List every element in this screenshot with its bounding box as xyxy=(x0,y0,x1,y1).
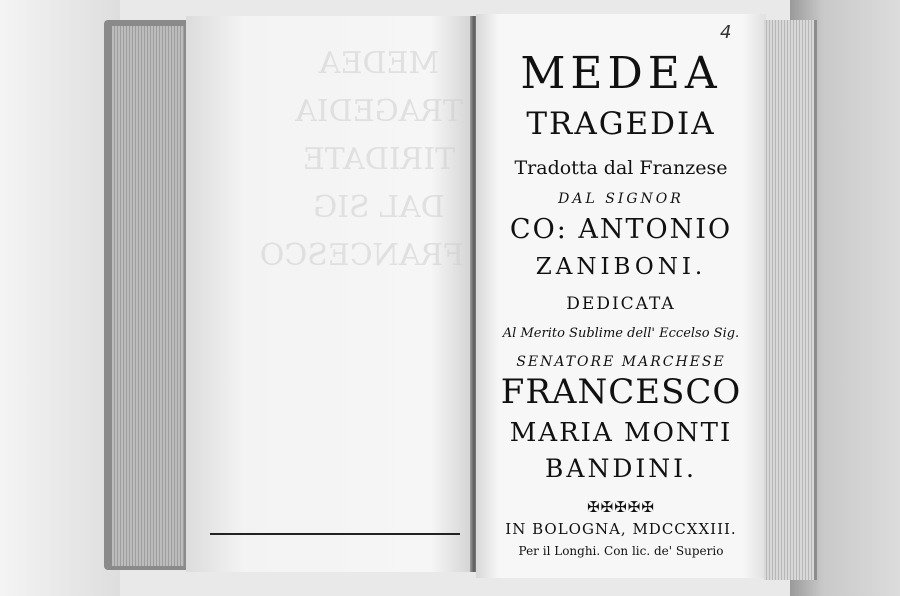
printer-line: Per il Longhi. Con lic. de' Superio xyxy=(518,544,724,558)
title-tragedia: TRAGEDIA xyxy=(526,106,716,142)
title-medea: MEDEA xyxy=(520,48,722,99)
show-through-text xyxy=(259,40,464,540)
dedication-line: Al Merito Sublime dell' Eccelso Sig. xyxy=(502,326,740,341)
dedication-heading: DEDICATA xyxy=(566,294,676,314)
dedicatee-name-1: FRANCESCO xyxy=(500,372,742,412)
ghost-line: MEDEA xyxy=(318,46,440,81)
author-first: CO: ANTONIO xyxy=(509,214,733,245)
imprint-line: IN BOLOGNA, MDCCXXIII. xyxy=(505,520,737,538)
open-book xyxy=(104,10,814,592)
ghost-line: DAL SIG xyxy=(313,190,445,225)
imprint-rule xyxy=(210,533,460,535)
author-last: ZANIBONI. xyxy=(535,254,707,280)
dedicatee-title: SENATORE MARCHESE xyxy=(516,354,726,370)
ornament-row: ✠✠✠✠✠ xyxy=(587,498,655,516)
translated-from: Tradotta dal Franzese xyxy=(514,157,728,179)
by-signor: DAL SIGNOR xyxy=(558,191,684,207)
ghost-line: TRAGEDIA xyxy=(295,94,463,129)
page-edges-left xyxy=(112,26,184,566)
ghost-line: FRANCESCO xyxy=(259,238,464,273)
folio-number: 4 xyxy=(720,22,732,43)
background-left xyxy=(0,0,120,596)
page-edges-right xyxy=(764,20,817,580)
dedicatee-name-3: BANDINI. xyxy=(545,454,697,483)
ghost-line: TIRIDATE xyxy=(302,142,456,177)
dedicatee-name-2: MARIA MONTI xyxy=(509,418,733,448)
